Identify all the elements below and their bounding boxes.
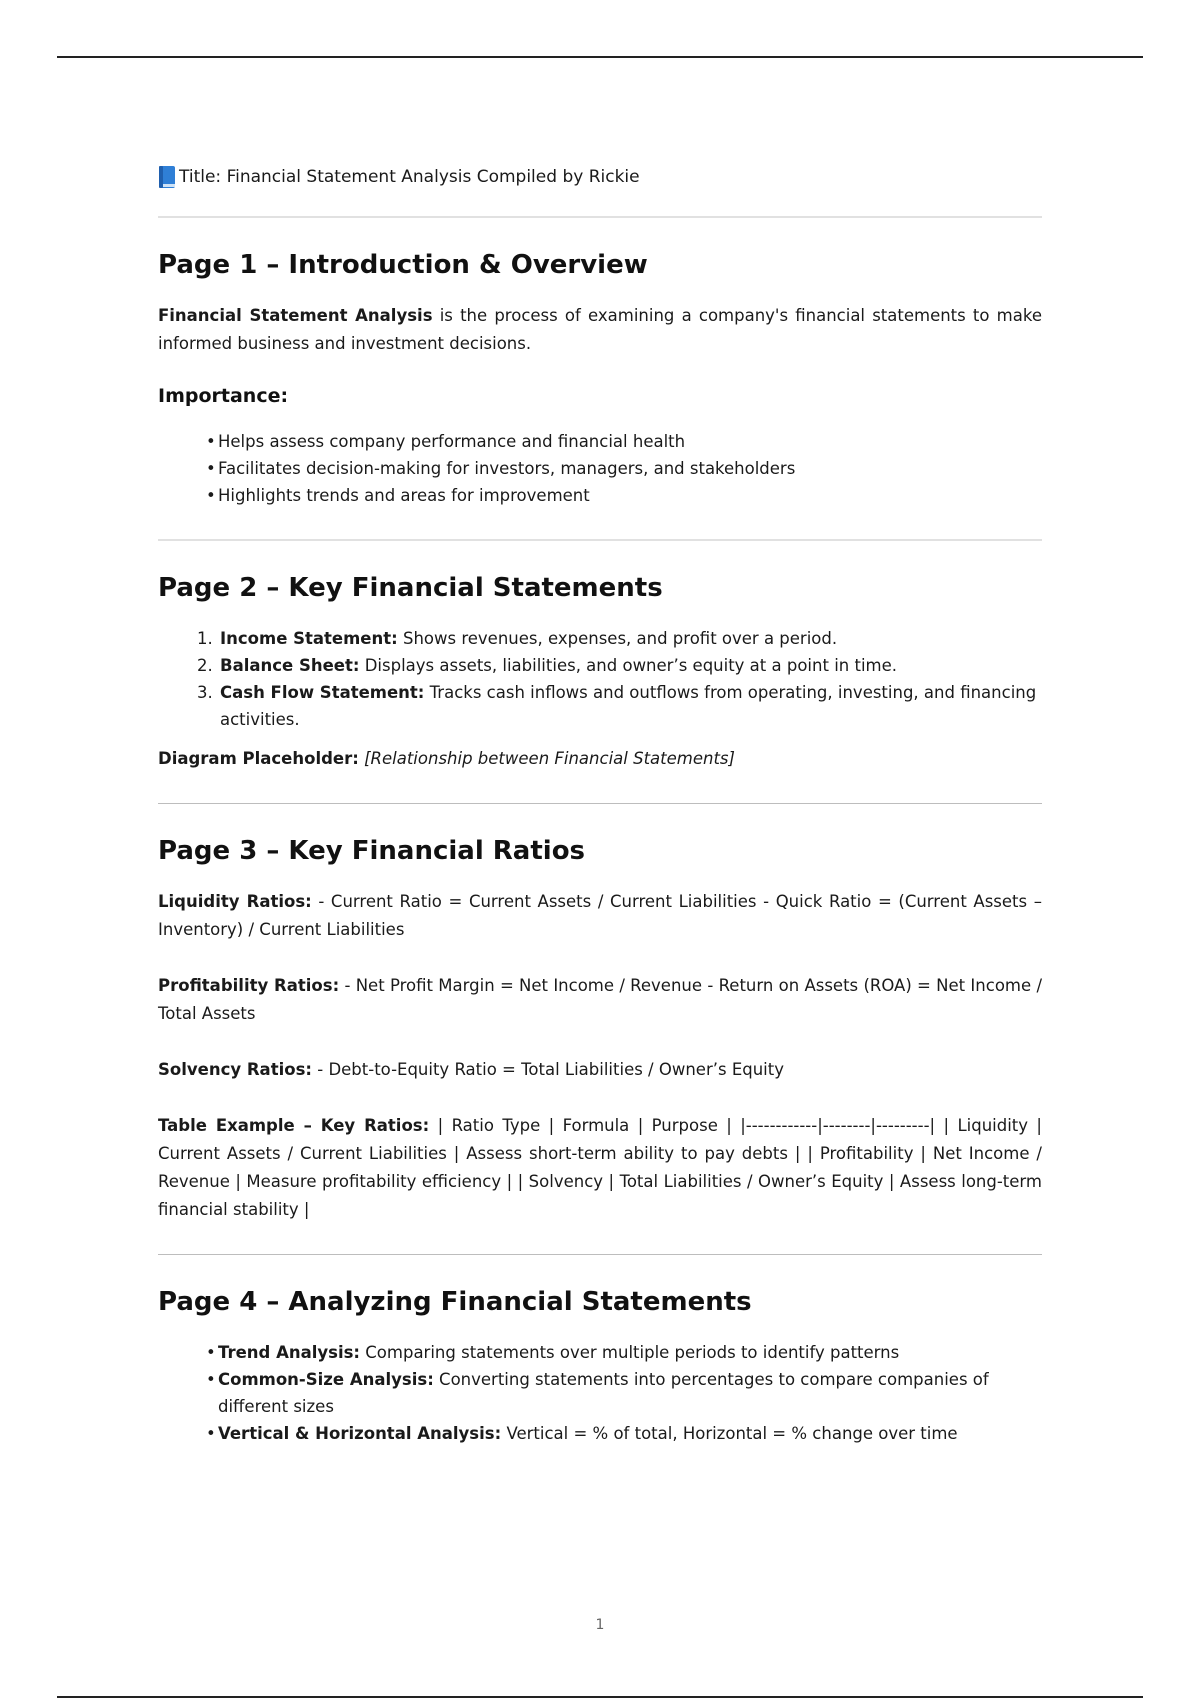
diagram-text: [Relationship between Financial Statements] [358, 749, 735, 768]
liquidity-ratios [158, 888, 1042, 944]
page-number: 1 [595, 1617, 605, 1633]
section-1-intro [158, 302, 1042, 358]
item-text: Shows revenues, expenses, and profit over a period. [397, 629, 838, 648]
liquidity-text: - Current Ratio = Current Assets / Current Liabilities - Quick Ratio = (Current Assets – Inventory) / Current Liabilities [158, 892, 1042, 939]
profitability-text: - Net Profit Margin = Net Income / Revenue - Return on Assets (ROA) = Net Income / Total Assets [158, 976, 1042, 1023]
document-body [158, 160, 1042, 1447]
page-top-border [57, 56, 1143, 58]
item-text: Vertical = % of total, Horizontal = % change over time [501, 1424, 958, 1443]
profitability-ratios [158, 972, 1042, 1028]
table-label: Table Example – Key Ratios: [158, 1116, 430, 1135]
item-bold-label: Balance Sheet: [220, 656, 360, 675]
list-item [218, 652, 1042, 679]
liquidity-label: Liquidity Ratios: [158, 892, 312, 911]
document-title-text: Title: Financial Statement Analysis Compiled by Rickie [179, 167, 640, 187]
importance-list [158, 428, 1042, 509]
list-item: • Facilitates decision-making for investors, managers, and stakeholders [206, 455, 1042, 482]
item-bold-label: Vertical & Horizontal Analysis: [218, 1424, 502, 1443]
list-item [218, 679, 1042, 733]
list-item: • Helps assess company performance and financial health [206, 428, 1042, 455]
list-item [218, 625, 1042, 652]
section-1-heading: Page 1 – Introduction & Overview [158, 250, 648, 280]
section-2-heading: Page 2 – Key Financial Statements [158, 573, 663, 603]
blue-book-icon [158, 165, 176, 189]
page-bottom-border [57, 1696, 1143, 1698]
section-divider [158, 1254, 1042, 1255]
diagram-label: Diagram Placeholder: [158, 749, 359, 768]
item-bold-label: Common-Size Analysis: [218, 1370, 434, 1389]
diagram-placeholder [158, 745, 1042, 773]
list-item [206, 1366, 1042, 1420]
profitability-label: Profitability Ratios: [158, 976, 340, 995]
item-text: Comparing statements over multiple periods to identify patterns [360, 1343, 900, 1362]
item-text: Displays assets, liabilities, and owner’s equity at a point in time. [359, 656, 897, 675]
item-text: Tracks cash inflows and outflows from operating, investing, and financing activities. [220, 683, 1037, 729]
solvency-text: - Debt-to-Equity Ratio = Total Liabilities / Owner’s Equity [312, 1060, 784, 1079]
list-item [206, 1420, 1042, 1447]
section-4-heading: Page 4 – Analyzing Financial Statements [158, 1287, 752, 1317]
section-divider [158, 216, 1042, 218]
item-bold-label: Cash Flow Statement: [220, 683, 425, 702]
document-title [158, 160, 1042, 194]
item-bold-label: Income Statement: [220, 629, 398, 648]
section-divider [158, 803, 1042, 804]
statements-list [158, 625, 1042, 733]
importance-subheading: Importance: [158, 385, 289, 407]
table-text: | Ratio Type | Formula | Purpose | |------------|--------|---------| | Liquidity | Current Assets / Current Liabilities | Assess short-term ability to pay debts | | Profitability | Net Income / Revenue | Measure profitability efficiency | | Solvency | Total Liabilities / Owner’s Equity | Assess long-term financial stability | [158, 1116, 1042, 1219]
list-item: • Highlights trends and areas for improvement [206, 482, 1042, 509]
analysis-methods-list [158, 1339, 1042, 1447]
intro-bold-term: Financial Statement Analysis [158, 306, 433, 325]
section-divider [158, 539, 1042, 541]
solvency-ratios [158, 1056, 1042, 1084]
solvency-label: Solvency Ratios: [158, 1060, 312, 1079]
ratios-table-example [158, 1112, 1042, 1224]
section-3-heading: Page 3 – Key Financial Ratios [158, 836, 586, 866]
intro-text: is the process of examining a company's financial statements to make informed business and investment decisions. [158, 306, 1042, 353]
item-bold-label: Trend Analysis: [218, 1343, 361, 1362]
item-text: Converting statements into percentages to compare companies of different sizes [218, 1370, 989, 1416]
list-item [206, 1339, 1042, 1366]
